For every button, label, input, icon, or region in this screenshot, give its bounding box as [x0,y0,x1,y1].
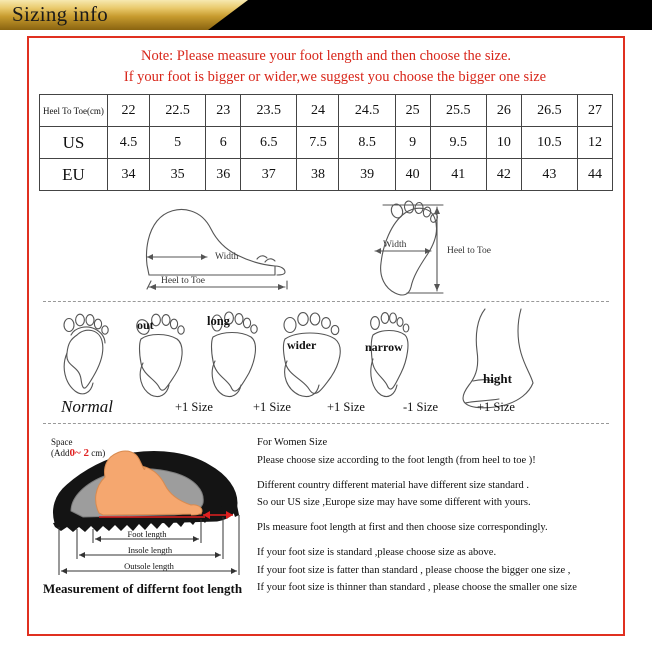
footprint-label-long: long [207,314,230,329]
cell: 41 [430,159,486,191]
cell: 42 [486,159,521,191]
note-line-2: If your foot is bigger or wider,we suggest you choose the bigger one size [123,69,547,86]
footprint-label-wider: wider [287,338,317,353]
space-label-suffix: cm) [91,448,106,459]
info-line-7: If your foot size is thinner than standard , please choose the smaller one size [257,582,577,594]
foot-type-size-narrow: -1 Size [403,400,439,415]
size-chart-table [39,94,613,191]
foot-type-size-wider: +1 Size [327,400,365,415]
cell: 34 [108,159,150,191]
cell: 37 [241,159,297,191]
row-header-eu: EU [40,159,108,191]
measure-label-foot-length: Foot length [127,529,167,540]
cell: 5 [149,127,205,159]
space-add-label [51,437,105,460]
cell: 24 [297,95,339,127]
bottom-section [29,431,623,599]
cell: 35 [149,159,205,191]
side-view-width-arrow [147,254,207,260]
size-guidance-text [257,435,615,598]
cell: 4.5 [108,127,150,159]
cell: 43 [521,159,577,191]
space-label-line1: Space [51,437,73,448]
row-header-heel-to-toe: Heel To Toe(cm) [40,95,108,127]
cell: 12 [578,127,613,159]
cell: 36 [206,159,241,191]
note-line-1: Note: Please measure your foot length and then choose the size. [140,48,512,64]
info-line-3: So our US size ,Europe size may have some different with yours. [257,497,531,509]
foot-diagram-section [39,197,613,427]
cell: 25.5 [430,95,486,127]
side-view-width-label: Width [215,252,239,263]
measurement-caption: Measurement of differnt foot length [43,581,243,597]
cell: 25 [395,95,430,127]
space-label-prefix: (Add [51,448,70,459]
cell: 22.5 [149,95,205,127]
side-view-heel-to-toe-label: Heel to Toe [161,276,206,287]
cell: 40 [395,159,430,191]
measure-label-outsole-length: Outsole length [124,561,174,572]
info-line-5: If your foot size is standard ,please choose size as above. [257,546,497,558]
page-title: Sizing info [12,2,109,26]
cell: 38 [297,159,339,191]
cell: 10 [486,127,521,159]
foot-type-label-normal: Normal [61,397,113,417]
footprint-narrow-icon [371,313,409,397]
cell: 27 [578,95,613,127]
footprint-label-out: out [137,318,154,333]
footprint-label-narrow: narrow [365,340,403,355]
space-label-value: 0~ 2 [69,447,89,460]
cell: 44 [578,159,613,191]
foot-type-size-hight: +1 Size [477,400,515,415]
footprint-wider-icon [284,313,341,397]
shoe-cross-section-diagram [37,431,255,581]
foot-type-size-out: +1 Size [175,400,213,415]
info-line-4: Pls measure foot length at first and then choose size correspondingly. [257,522,548,534]
cell: 6.5 [241,127,297,159]
cell: 10.5 [521,127,577,159]
table-row [40,95,613,127]
cell: 23 [206,95,241,127]
size-table-wrap [29,92,623,191]
cell: 24.5 [339,95,395,127]
note-block [29,38,623,92]
cell: 9.5 [430,127,486,159]
top-view-width-label: Width [383,240,407,251]
cell: 22 [108,95,150,127]
measure-label-insole-length: Insole length [127,545,173,556]
info-line-1: Please choose size according to the foot length (from heel to toe )! [257,454,536,466]
info-line-2: Different country different material have different size standard . [257,479,530,491]
cell: 6 [206,127,241,159]
side-view-foot-icon [146,209,285,275]
footprint-normal-icon [64,314,108,394]
table-row [40,159,613,191]
cell: 23.5 [241,95,297,127]
cell: 7.5 [297,127,339,159]
cell: 9 [395,127,430,159]
cell: 39 [339,159,395,191]
foot-type-size-long: +1 Size [253,400,291,415]
foot-diagrams-svg [39,197,617,427]
top-view-heel-to-toe-label: Heel to Toe [447,246,492,257]
row-header-us: US [40,127,108,159]
ankle-height-icon [463,309,533,408]
footprint-label-hight: hight [483,371,512,387]
sizing-info-card [27,36,625,636]
page-header [0,0,652,30]
info-line-6: If your foot size is fatter than standard , please choose the bigger one size , [257,564,571,576]
cell: 26 [486,95,521,127]
info-heading: For Women Size [257,437,328,449]
table-row [40,127,613,159]
cell: 8.5 [339,127,395,159]
cell: 26.5 [521,95,577,127]
